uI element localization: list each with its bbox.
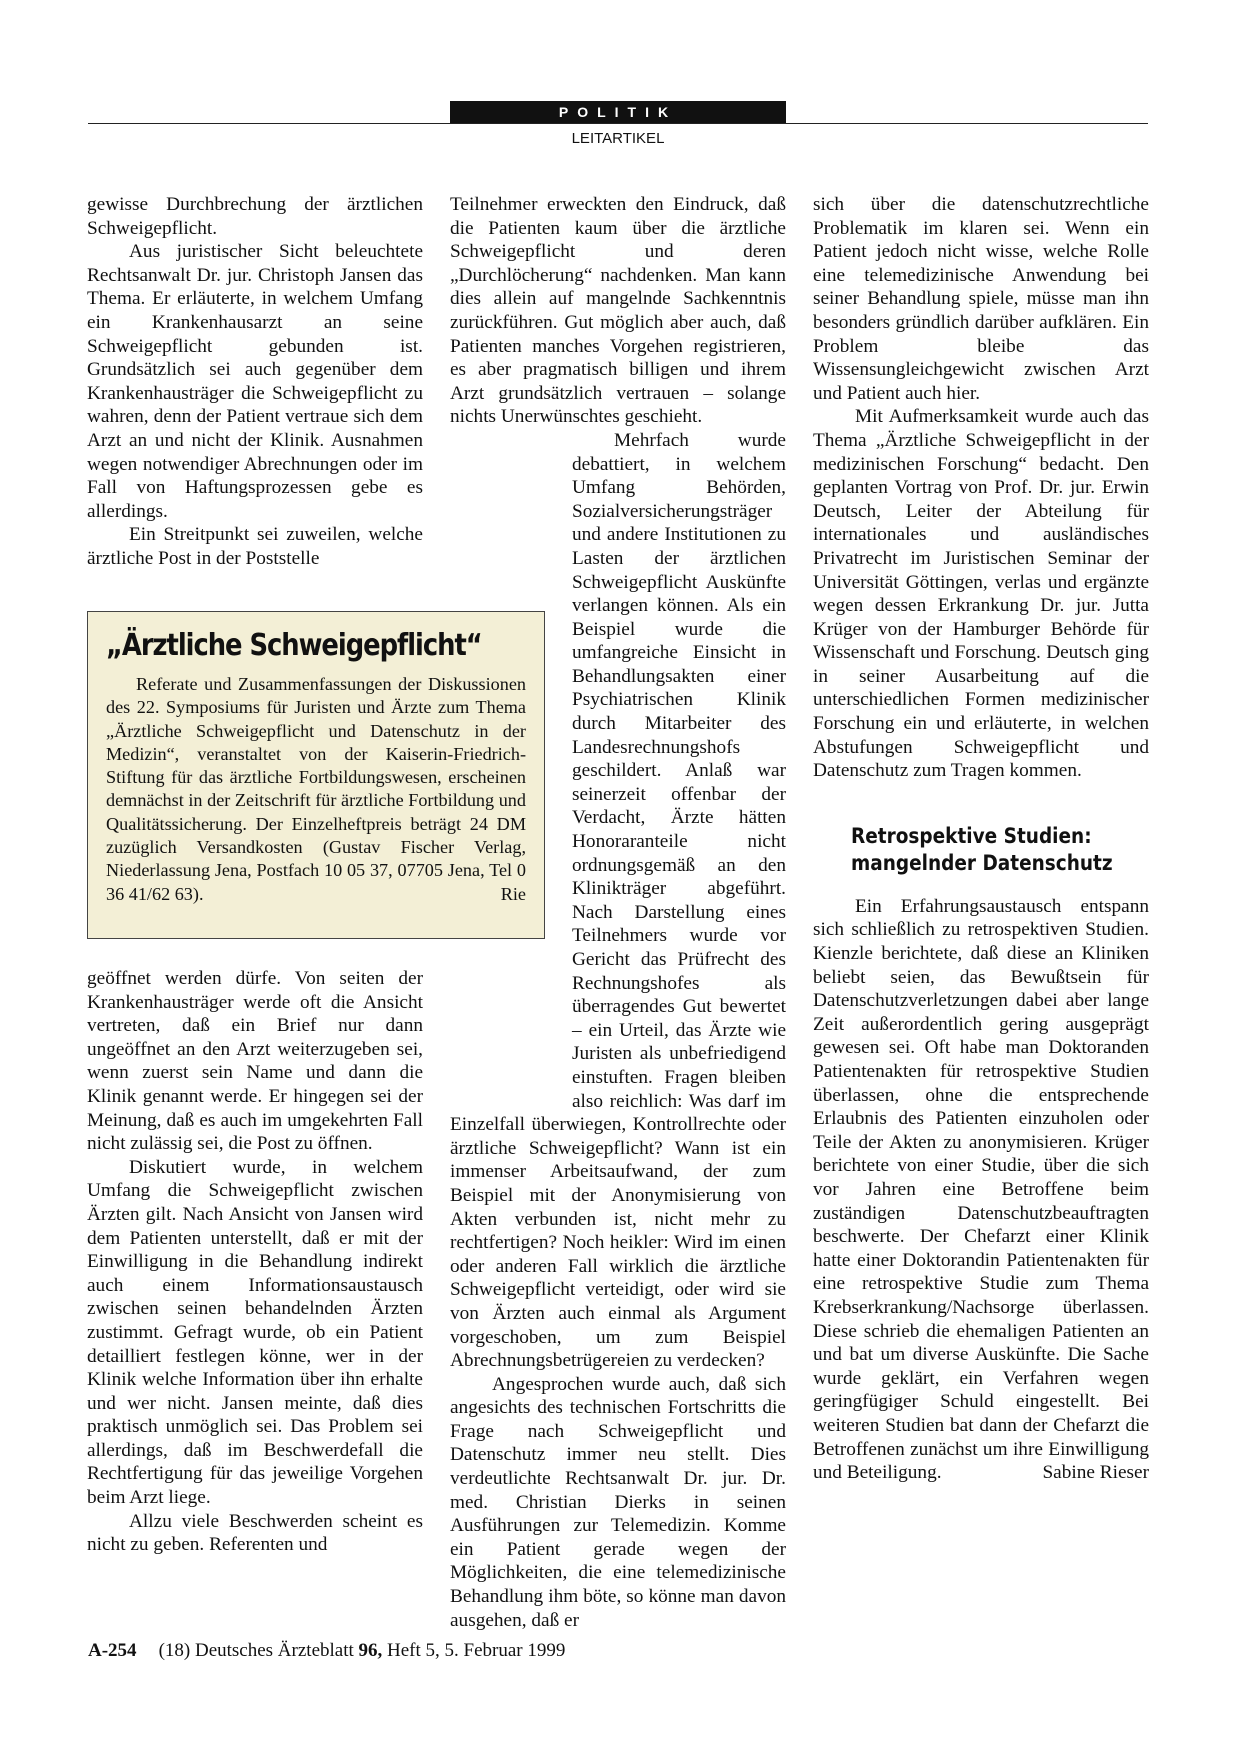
info-box-title: „Ärztliche Schweigepflicht“	[106, 628, 482, 663]
paragraph: Mehrfach wurde debattiert, in welchem Umfang Behörden, Sozialversicherungsträger und andere Institutionen zu Lasten der ärztlichen Schweigepflicht Auskünfte verlangen können. Als ein Beispiel wurde die umfangreiche Einsicht in Behandlungsakten einer Psychiatrischen Klinik durch Mitarbeiter des Landesrechnungshofs geschildert. Anlaß war seinerzeit offenbar der Verdacht, Ärzte hätten Honoraranteile nicht ordnungsgemäß an den Klinikträger abgeführt. Nach Darstellung eines Teilnehmers wurde vor Gericht das Prüfrecht des Rechnungshofes als überragendes Gut bewertet – ein Urteil, das Ärzte wie Juristen als unbefriedigend einstuften. Fragen bleiben also reichlich: Was darf im Einzelfall überwiegen, Kontrollrechte oder ärztliche Schweigepflicht? Wann ist ein immenser Arbeitsaufwand, der zum Beispiel mit der Anonymisierung von Akten verbunden ist, nicht mehr zu rechtfertigen? Noch heikler: Wird im einen oder anderen Fall wirklich die ärztliche Schweigepflicht verteidigt, oder wird sie von Ärzten auch einmal als Argument vorgeschoben, um zum Beispiel Abrechnungsbetrügereien zu verdecken?	[450, 429, 786, 1372]
paragraph: Aus juristischer Sicht beleuchtete Rechtsanwalt Dr. jur. Christoph Jansen das Thema. Er erläuterte, in welchem Umfang ein Krankenhausarzt an seine Schweigepflicht gebunden ist. Grundsätzlich sei auch gegenüber dem Krankenhausträger die Schweigepflicht zu wahren, denn der Patient vertraue sich dem Arzt an und nicht der Klinik. Ausnahmen wegen notwendiger Abrechnungen oder im Fall von Haftungsprozessen gebe es allerdings.	[87, 241, 423, 522]
paragraph: Ein Streitpunkt sei zuweilen, welche ärztliche Post in der Poststelle	[87, 524, 423, 569]
paragraph: Angesprochen wurde auch, daß sich angesichts des technischen Fortschritts die Frage nach Schweigepflicht und Datenschutz immer neu stellt. Dies verdeutlichte Rechtsanwalt Dr. jur. Dr. med. Christian Dierks in seinen Ausführungen zur Telemedizin. Komme ein Patient gerade wegen der Möglichkeiten, die eine telemedizinische Behandlung ihm böte, so könne man davon ausgehen, daß er	[450, 1373, 786, 1631]
column-3	[813, 193, 1149, 1485]
info-box-signature: Rie	[500, 883, 526, 904]
column-1-bottom	[87, 967, 423, 1557]
issue-date: Heft 5, 5. Februar 1999	[387, 1640, 566, 1661]
header-rule	[88, 123, 1148, 124]
paragraph: Allzu viele Beschwerden scheint es nicht zu geben. Referenten und	[87, 1510, 423, 1556]
column-1-top	[87, 193, 423, 571]
paragraph: Ein Erfahrungsaustausch entspann sich schließlich zu retrospektiven Studien. Kienzle berichtete, daß diese an Kliniken beliebt seien, das Bewußtsein für Datenschutzverletzungen dabei aber lange Zeit außerordentlich gering ausgeprägt gewesen sei. Oft habe man Doktoranden Patientenakten für retrospektive Studien überlassen, ohne die entsprechende Erlaubnis des Patienten einzuholen oder Teile der Akten zu anonymisieren. Krüger berichtete von einer Studie, über die sich vor Jahren eine Betroffene beim zuständigen Datenschutzbeauftragten beschwerte. Der Chefarzt einer Klinik hatte einer Doktorandin Patientenakten für eine retrospektive Studie zum Thema Krebserkrankung/Nachsorge überlassen. Diese schrieb die ehemaligen Patienten an und bat um diverse Auskünfte. Die Sache wurde geklärt, ein Verfahren wegen geringfügiger Schuld eingestellt. Bei weiteren Studien bat dann der Chefarzt die Betroffenen zunächst um ihre Einwilligung und Beteiligung. Sabine Rieser	[813, 895, 1149, 1484]
paragraph: geöffnet werden dürfe. Von seiten der Krankenhausträger werde oft die Ansicht vertreten, daß ein Brief nur dann ungeöffnet an den Arzt weiterzugeben sei, wenn zuerst sein Name und dann die Klinik genannt werde. Er hingegen sei der Meinung, daß es auch im umgekehrten Fall nicht zulässig sei, die Post zu öffnen.	[87, 968, 423, 1155]
info-box-text: Referate und Zusammenfassungen der Diskussionen des 22. Symposiums für Juristen und Ärzte zum Thema „Ärztliche Schweigepflicht und Datenschutz in der Medizin“, veranstaltet von der Kaiserin-Friedrich-Stiftung für das ärztliche Fortbildungswesen, erscheinen demnächst in der Zeitschrift für ärztliche Fortbildung und Qualitätssicherung. Der Einzelheftpreis beträgt 24 DM zuzüglich Versandkosten (Gustav Fischer Verlag, Niederlassung Jena, Postfach 10 05 37, 07705 Jena, Tel 0 36 41/62 63). Rie	[106, 673, 526, 906]
page-footer	[88, 1640, 565, 1662]
subsection-label: LEITARTIKEL	[571, 130, 665, 147]
paragraph: Mit Aufmerksamkeit wurde auch das Thema „Ärztliche Schweigepflicht in der medizinischen Forschung“ bedacht. Den geplanten Vortrag von Prof. Dr. jur. Erwin Deutsch, Leiter der Abteilung für internationales und ausländisches Privatrecht im Juristischen Seminar der Universität Göttingen, verlas und ergänzte wegen dessen Erkrankung Dr. jur. Jutta Krüger von der Hamburger Behörde für Wissenschaft und Forschung. Deutsch ging in seiner Ausarbeitung auf die unterschiedlichen Formen medizinischer Forschung ein und erläuterte, in welchen Abstufungen Schweigepflicht und Datenschutz zum Tragen kommen.	[813, 406, 1149, 782]
paragraph: Teilnehmer erweckten den Eindruck, daß die Patienten kaum über die ärztliche Schweigepflicht und deren „Durchlöcherung“ nachdenken. Man kann dies allein auf mangelnde Sachkenntnis zurückführen. Gut möglich aber auch, daß Patienten manches Vorgehen registrieren, es aber pragmatisch billigen und ihrem Arzt grundsätzlich vertrauen – solange nichts Unerwünschtes geschieht.	[450, 194, 786, 428]
paragraph: sich über die datenschutzrechtliche Problematik im klaren sei. Wenn ein Patient jedoch nicht wisse, welche Rolle eine telemedizinische Anwendung bei seiner Behandlung spiele, müsse man ihn besonders gründlich darüber aufklären. Ein Problem bleibe das Wissensungleichgewicht zwischen Arzt und Patient auch hier.	[813, 194, 1149, 404]
column-2	[450, 193, 786, 1632]
volume-number: 96,	[358, 1640, 383, 1661]
subheading: Retrospektive Studien: mangelnder Datenschutz	[851, 823, 1113, 875]
page-number: A-254	[88, 1640, 137, 1661]
publication-name: (18) Deutsches Ärzteblatt	[158, 1640, 354, 1661]
section-label: POLITIK	[450, 101, 786, 123]
paragraph: gewisse Durchbrechung der ärztlichen Schweigepflicht.	[87, 194, 423, 239]
info-box-wrap-spacer	[450, 807, 572, 1107]
author-name: Sabine Rieser	[1042, 1462, 1149, 1484]
paragraph: Diskutiert wurde, in welchem Umfang die Schweigepflicht zwischen Ärzten gilt. Nach Ansicht von Jansen wird dem Patienten unterstellt, daß er mit der Einwilligung in die Behandlung indirekt auch einem Informationsaustausch zwischen seinen behandelnden Ärzten zustimmt. Gefragt wurde, ob ein Patient detailliert festlegen könne, wer in der Klinik welche Information über ihn erhalte und wer nicht. Jansen meinte, daß dies praktisch unmöglich sei. Das Problem sei allerdings, daß im Beschwerdefall die Rechtfertigung für das jeweilige Vorgehen beim Arzt liege.	[87, 1156, 423, 1509]
